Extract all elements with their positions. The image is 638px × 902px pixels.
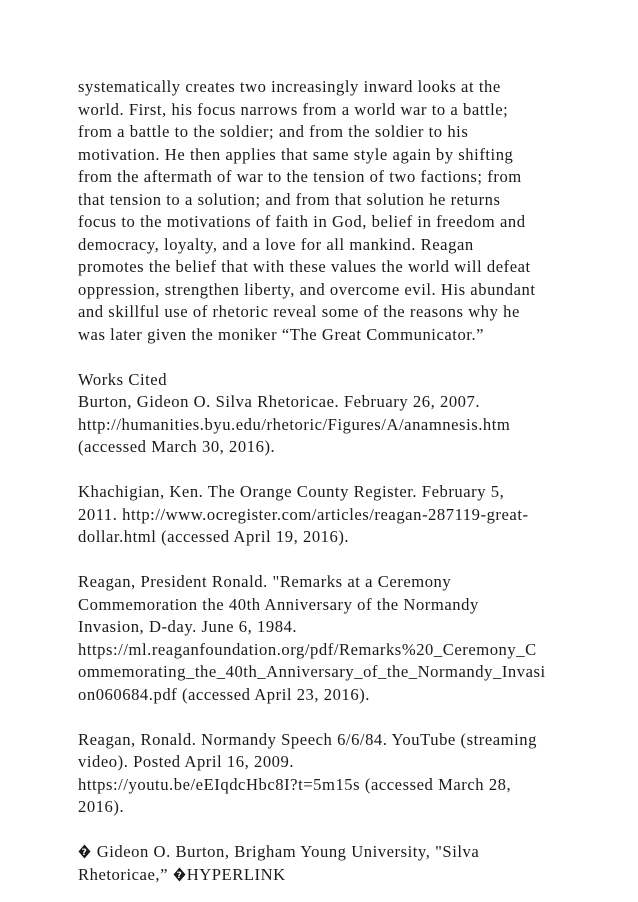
citation-line: Reagan, Ronald. Normandy Speech 6/6/84. YouTube (streaming — [78, 729, 537, 749]
citation-url-line: https://ml.reaganfoundation.org/pdf/Remarks%20_Ceremony_C — [78, 639, 537, 659]
citation-entry — [78, 391, 578, 459]
citation-line: video). Posted April 16, 2009. — [78, 752, 295, 771]
citation-url-line: https://youtu.be/eEIqdcHbc8I?t=5m15s (accessed March 28, — [78, 774, 512, 794]
footnote-text: Rhetoricae,” — [78, 864, 173, 884]
svg-text:?: ? — [176, 870, 183, 881]
citation-line: (accessed March 30, 2016). — [78, 437, 276, 456]
paragraph-spacer — [78, 459, 578, 482]
citation-line: Reagan, President Ronald. "Remarks at a Ceremony — [78, 572, 452, 591]
svg-text:?: ? — [81, 848, 88, 858]
paragraph-spacer — [78, 706, 578, 729]
citation-url-line: http://humanities.byu.edu/rhetoric/Figures/A/anamnesis.htm — [78, 414, 511, 434]
footnote-text: Gideon O. Burton, Brigham Young University, "Silva — [92, 842, 480, 861]
body-line: promotes the belief that with these values the world will defeat — [78, 257, 531, 276]
paragraph-spacer — [78, 346, 578, 369]
body-line: and skillful use of rhetoric reveal some of the reasons why he — [78, 302, 520, 321]
paragraph-spacer — [78, 549, 578, 572]
citation-line: Khachigian, Ken. The Orange County Register. February 5, — [78, 482, 505, 501]
body-line: democracy, loyalty, and a love for all mankind. Reagan — [78, 234, 474, 254]
citation-line: Commemoration the 40th Anniversary of the Normandy — [78, 594, 479, 614]
citation-entry — [78, 571, 578, 706]
citation-entry — [78, 481, 578, 549]
citation-line: 2016). — [78, 797, 125, 816]
citation-line: Invasion, D-day. June 6, 1984. — [78, 617, 298, 636]
footnote-line — [78, 841, 578, 864]
works-cited-section — [78, 369, 578, 819]
hyperlink-field-code: HYPERLINK — [186, 864, 286, 884]
body-line: from a battle to the soldier; and from the soldier to his — [78, 122, 469, 141]
body-paragraph — [78, 76, 578, 346]
body-line: focus to the motivations of faith in God, belief in freedom and — [78, 212, 526, 231]
footnote-line — [78, 864, 578, 887]
body-line: motivation. He then applies that same style again by shifting — [78, 144, 514, 164]
works-cited-heading: Works Cited — [78, 369, 168, 389]
replacement-char-icon — [173, 867, 186, 882]
body-line: world. First, his focus narrows from a world war to a battle; — [78, 99, 509, 119]
citation-line: Burton, Gideon O. Silva Rhetoricae. February 26, 2007. — [78, 392, 481, 411]
citation-url-line: 2011. http://www.ocregister.com/articles/reagan-287119-great- — [78, 504, 529, 524]
footnote — [78, 841, 578, 886]
document-page — [78, 76, 578, 886]
body-line: oppression, strengthen liberty, and overcome evil. His abundant — [78, 279, 536, 299]
body-line: that tension to a solution; and from that solution he returns — [78, 189, 501, 209]
body-line: systematically creates two increasingly inward looks at the — [78, 77, 501, 96]
replacement-char-icon — [78, 844, 91, 859]
citation-entry — [78, 729, 578, 819]
citation-url-line: ommemorating_the_40th_Anniversary_of_the_Normandy_Invasi — [78, 662, 546, 681]
body-line: was later given the moniker “The Great Communicator.” — [78, 324, 485, 344]
citation-line: on060684.pdf (accessed April 23, 2016). — [78, 684, 370, 704]
paragraph-spacer — [78, 819, 578, 842]
body-line: from the aftermath of war to the tension of two factions; from — [78, 167, 522, 186]
citation-line: dollar.html (accessed April 19, 2016). — [78, 527, 350, 546]
